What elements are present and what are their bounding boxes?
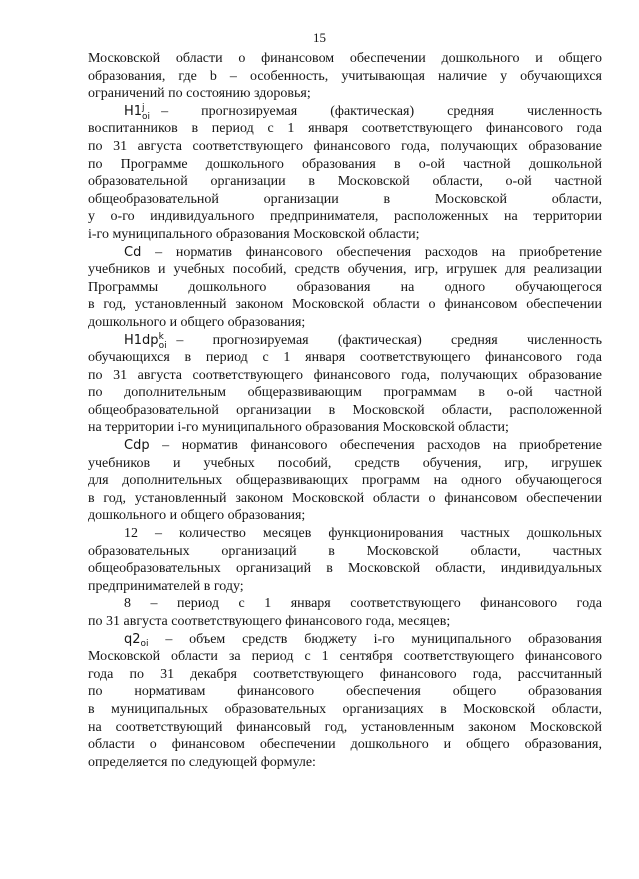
- text-line: ограничений по состоянию здоровья;: [88, 86, 311, 102]
- formula-symbol: [124, 438, 150, 453]
- text-line: в год, установленный законом Московской области о финансовом обеспечении: [88, 297, 602, 313]
- paragraph-first-line: [88, 332, 602, 350]
- text-line: определяется по следующей формуле:: [88, 754, 316, 770]
- text-line: на территории i-го муниципального образования Московской области;: [88, 420, 509, 436]
- paragraph-first-line: [88, 437, 602, 455]
- formula-subscript: oi: [140, 638, 149, 649]
- text-line: общеобразовательной организации в Московской области, расположенной: [88, 402, 602, 418]
- text-line: обучающихся в период с 1 января соответствующего финансового года: [88, 350, 602, 366]
- line-text: 12 – количество месяцев функционирования частных дошкольных: [124, 526, 602, 542]
- formula-symbol-base: q2: [124, 631, 141, 647]
- text-line: по Программе дошкольного образования в o-ой частной дошкольной: [88, 156, 602, 172]
- paragraph: [88, 244, 602, 332]
- text-line: предпринимателей в году;: [88, 578, 244, 594]
- paragraph-first-line: [88, 103, 602, 121]
- formula-superscript: k: [158, 331, 164, 342]
- text-line: Программы дошкольного образования на одного обучающегося: [88, 279, 602, 295]
- text-line: в муниципальных образовательных организациях в Московской области,: [88, 701, 602, 717]
- text-line: области о финансовом обеспечении дошкольного и общего образования,: [88, 737, 602, 753]
- formula-symbol-base: H1: [124, 103, 143, 119]
- text-line: i-го муниципального образования Московской области;: [88, 226, 420, 242]
- text-line: для дополнительных общеразвивающих программ на одного обучающегося: [88, 473, 602, 489]
- formula-symbol-indices: [159, 333, 167, 351]
- text-line: общеобразовательной организации в Московской области,: [88, 191, 602, 207]
- formula-symbol: [124, 102, 151, 122]
- formula-symbol: [124, 331, 167, 351]
- text-line: года по 31 декабря соответствующего финансового года, рассчитанный: [88, 666, 602, 682]
- text-line: Московской области о финансовом обеспечении дошкольного и общего: [88, 51, 602, 66]
- text-line: дошкольного и общего образования;: [88, 314, 306, 330]
- paragraph-first-line: [88, 525, 602, 543]
- paragraph: [88, 595, 602, 630]
- line-text: – норматив финансового обеспечения расходов на приобретение: [149, 438, 602, 454]
- text-line: учебников и учебных пособий, средств обучения, игр, игрушек: [88, 455, 602, 471]
- text-line: образовательных организаций в Московской области, частных: [88, 543, 602, 559]
- formula-superscript: j: [142, 102, 145, 113]
- paragraph: [88, 332, 602, 438]
- paragraph: [88, 437, 602, 525]
- text-line: Московской области за период с 1 сентября соответствующего финансового: [88, 649, 602, 665]
- text-line: по 31 августа соответствующего финансового года, получающих образование: [88, 138, 602, 154]
- paragraph-first-line: [88, 631, 602, 649]
- text-line: по 31 августа соответствующего финансового года, месяцев;: [88, 614, 451, 629]
- paragraph: [88, 525, 602, 595]
- text-line: образовательной организации в Московской области, o-ой частной: [88, 174, 602, 190]
- paragraph-first-line: [88, 244, 602, 262]
- paragraph: [88, 50, 602, 103]
- line-text: – прогнозируемая (фактическая) средняя численность: [150, 103, 602, 119]
- text-line: образования, где b – особенность, учитывающая наличие у обучающихся: [88, 68, 602, 84]
- paragraph: [88, 631, 602, 772]
- text-line: воспитанников в период с 1 января соответствующего финансового года: [88, 121, 602, 137]
- paragraph-first-line: [88, 595, 602, 613]
- text-line: по дополнительным общеразвивающим программам в o-ой частной: [88, 385, 602, 401]
- formula-symbol-indices: [142, 104, 150, 122]
- line-text: – норматив финансового обеспечения расходов на приобретение: [141, 244, 602, 260]
- text-line: у o-го индивидуального предпринимателя, расположенных на территории: [88, 209, 602, 225]
- line-text: – объем средств бюджету i-го муниципального образования: [148, 631, 602, 647]
- text-line: общеобразовательных организаций в Московской области, индивидуальных: [88, 561, 602, 577]
- text-line: на соответствующий финансовый год, установленным законом Московской: [88, 719, 602, 735]
- formula-symbol-base: Cdp: [124, 438, 150, 454]
- text-line: учебников и учебных пособий, средств обучения, игр, игрушек для реализации: [88, 262, 602, 278]
- formula-subscript: oi: [142, 111, 151, 122]
- formula-symbol-base: Cd: [124, 244, 142, 260]
- paragraph: [88, 103, 602, 244]
- formula-symbol: [124, 632, 149, 647]
- formula-subscript: oi: [158, 340, 167, 351]
- page-number: 15: [313, 30, 326, 45]
- text-line: по нормативам финансового обеспечения общего образования: [88, 684, 602, 700]
- line-text: – прогнозируемая (фактическая) средняя численность: [166, 332, 602, 348]
- document-body: [88, 50, 602, 771]
- formula-symbol: [124, 245, 141, 260]
- text-line: по 31 августа соответствующего финансового года, получающих образование: [88, 367, 602, 383]
- line-text: 8 – период с 1 января соответствующего финансового года: [124, 596, 602, 612]
- text-line: в год, установленный законом Московской области о финансовом обеспечении: [88, 490, 602, 506]
- text-line: дошкольного и общего образования;: [88, 508, 306, 524]
- formula-symbol-base: H1dp: [124, 332, 159, 348]
